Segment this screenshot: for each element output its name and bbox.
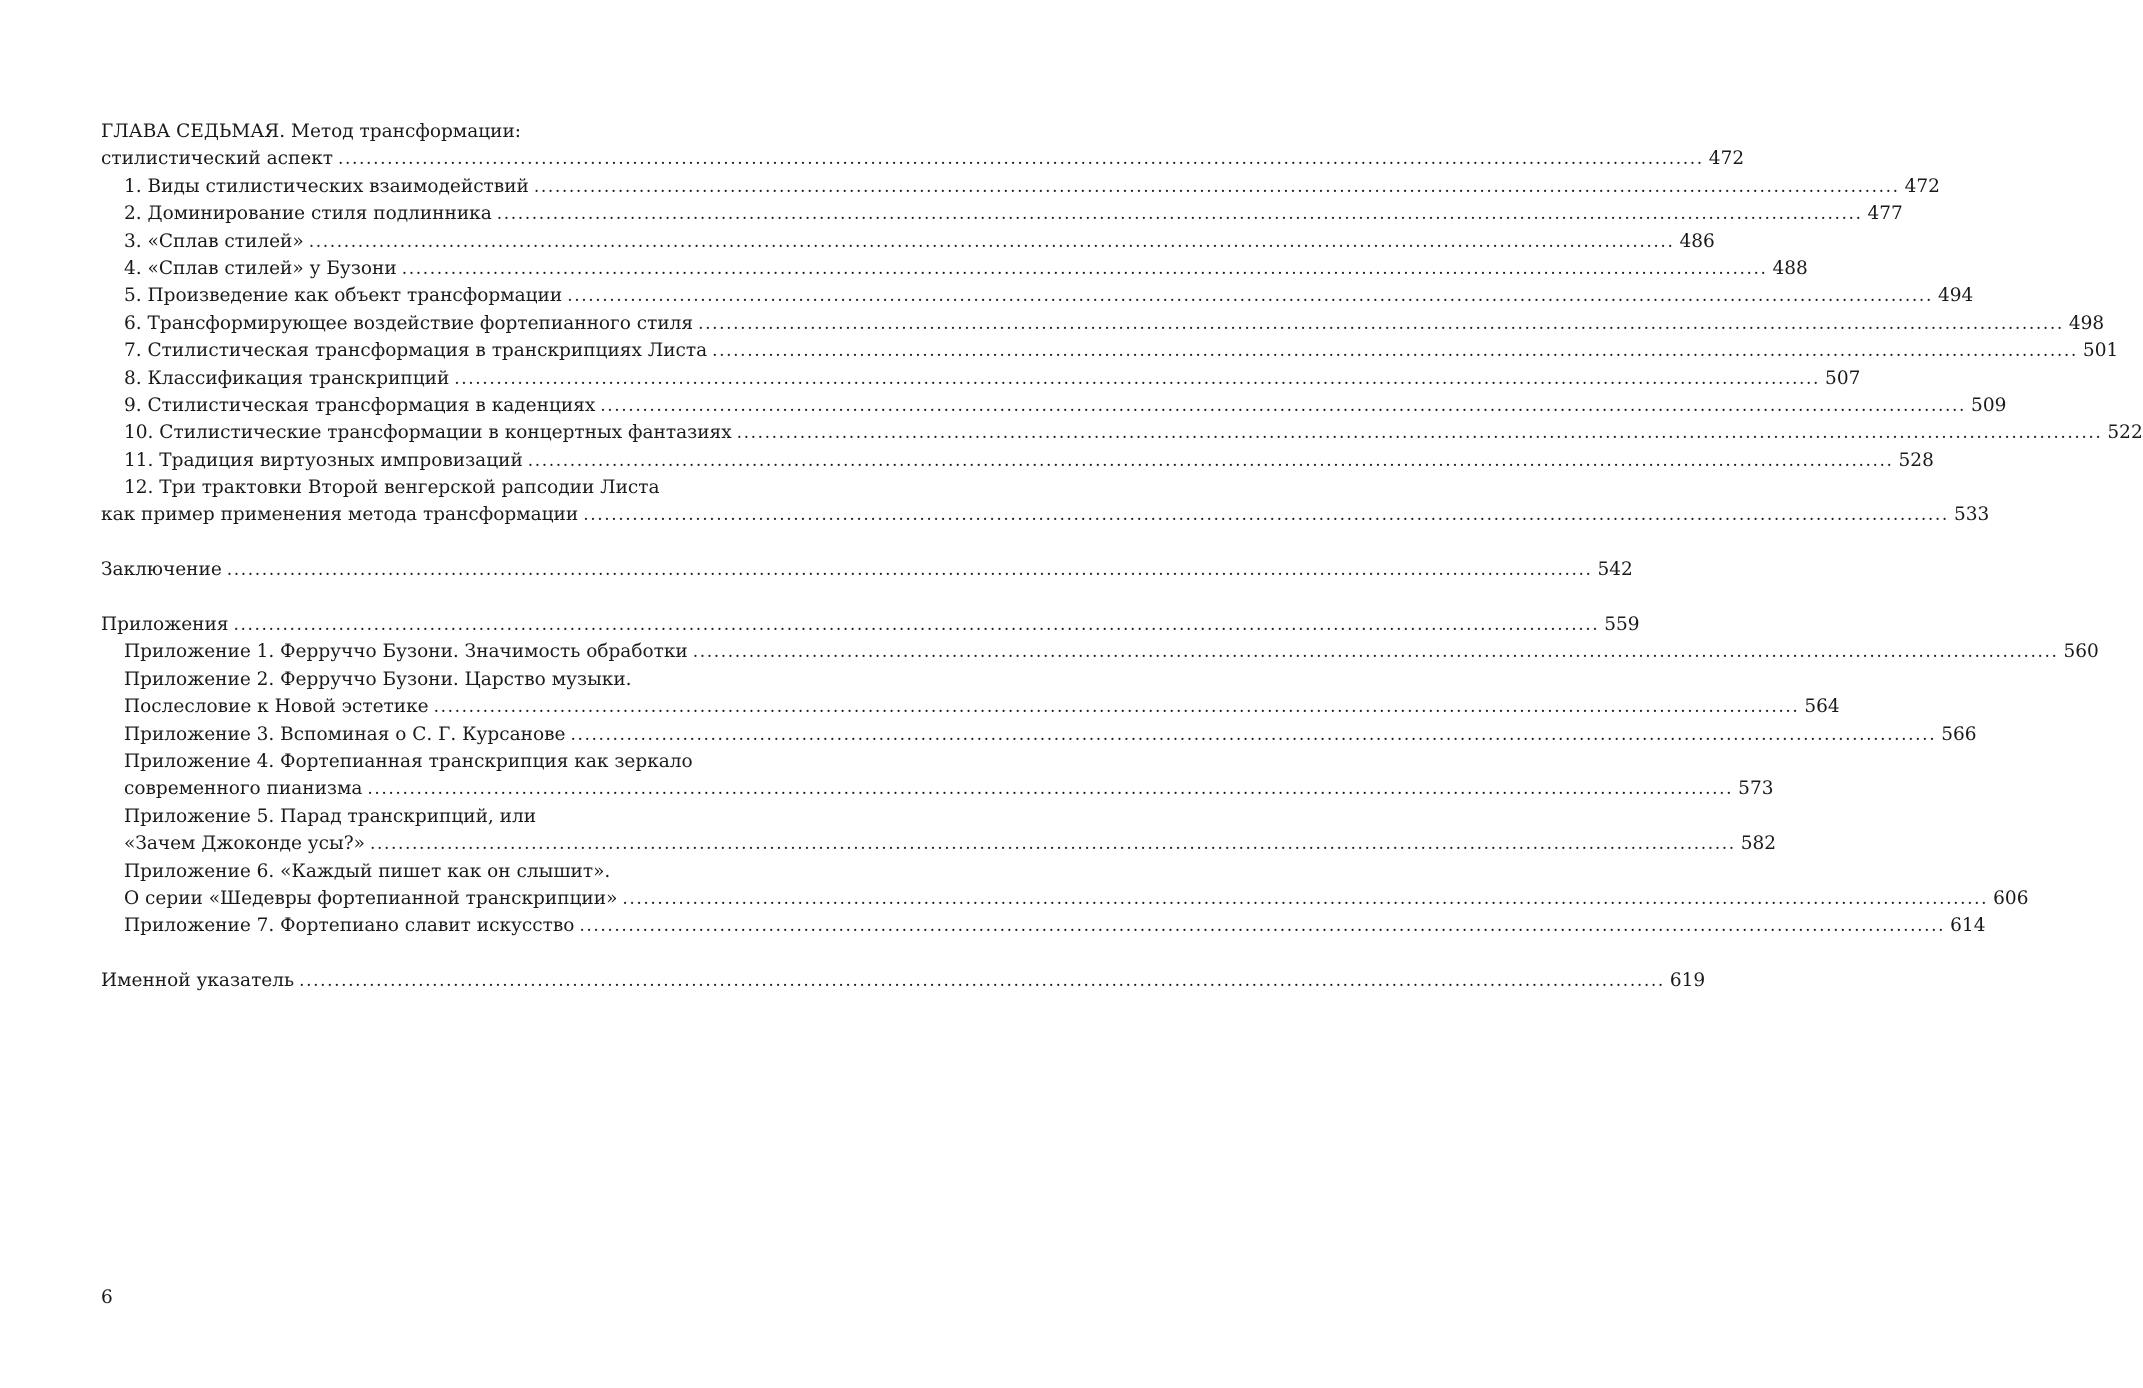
dot-leader xyxy=(712,338,2078,365)
toc-entry xyxy=(101,803,861,830)
dot-leader xyxy=(534,174,1900,201)
dot-leader xyxy=(370,831,1736,858)
toc-entry-page: 477 xyxy=(1867,203,1903,225)
toc-entry-page: 472 xyxy=(1904,175,1940,197)
toc-entry-title: «Зачем Джоконде усы?» xyxy=(124,833,365,855)
toc-entry-title: ГЛАВА СЕДЬМАЯ. Метод трансформации: xyxy=(101,121,522,142)
toc-entry-title: 4. «Сплав стилей» у Бузони xyxy=(124,257,397,279)
dot-leader xyxy=(583,502,1949,529)
dot-leader xyxy=(454,366,1820,393)
toc-entry-page: 507 xyxy=(1825,367,1861,389)
dot-leader xyxy=(309,229,1675,256)
toc-entry-page: 573 xyxy=(1738,778,1774,800)
toc-entry xyxy=(101,912,1986,939)
toc-entry xyxy=(101,310,2105,337)
toc-entry-title: 9. Стилистическая трансформация в каденциях xyxy=(124,394,596,416)
toc-entry-title: Именной указатель xyxy=(101,970,295,992)
dot-leader xyxy=(434,694,1800,721)
toc-entry-page: 488 xyxy=(1772,257,1808,279)
toc-entry-title: 5. Произведение как объект трансформации xyxy=(124,285,563,307)
toc-entry xyxy=(101,638,2099,665)
dot-leader xyxy=(234,612,1600,639)
toc-entry-page: 619 xyxy=(1669,970,1706,992)
toc-entry xyxy=(101,255,1808,282)
toc-entry-page: 509 xyxy=(1971,394,2007,416)
dot-leader xyxy=(622,886,1988,913)
toc-entry-page: 501 xyxy=(2082,340,2119,362)
toc-entry xyxy=(101,967,1706,994)
toc-entry-title: 1. Виды стилистических взаимодействий xyxy=(124,175,529,197)
toc-entry-title: Приложение 2. Ферруччо Бузони. Царство музыки. xyxy=(124,668,632,690)
toc-entry xyxy=(101,721,1977,748)
toc-entry-title: Заключение xyxy=(101,559,222,581)
toc-entry-page: 614 xyxy=(1950,915,1986,937)
toc-entry-page: 542 xyxy=(1597,559,1633,581)
toc-entry-page: 533 xyxy=(1953,504,1990,526)
toc-entry-page: 582 xyxy=(1740,833,1777,855)
toc-entry xyxy=(101,693,1840,720)
toc-entry-title: 11. Традиция виртуозных импровизаций xyxy=(124,449,523,471)
toc-entry xyxy=(101,365,1861,392)
dot-leader xyxy=(693,639,2059,666)
dot-leader xyxy=(737,420,2103,447)
toc-entry-page: 494 xyxy=(1937,285,1974,307)
toc-entry xyxy=(101,830,1777,857)
toc-entry-title: 6. Трансформирующее воздействие фортепианного стиля xyxy=(124,312,694,334)
toc-entry-title: 8. Классификация транскрипций xyxy=(124,367,450,389)
dot-leader xyxy=(367,776,1733,803)
toc-entry xyxy=(101,173,1940,200)
toc-entry xyxy=(101,885,2029,912)
dot-leader xyxy=(497,201,1863,228)
toc-entry-page: 522 xyxy=(2107,422,2143,444)
toc-entry xyxy=(101,748,861,775)
toc-entry-page: 498 xyxy=(2068,312,2105,334)
toc-entry xyxy=(101,282,1974,309)
toc-entry xyxy=(101,200,1903,227)
dot-leader xyxy=(338,146,1704,173)
dot-leader xyxy=(579,913,1945,940)
toc-entry xyxy=(101,775,1774,802)
toc-entry xyxy=(101,419,2143,446)
toc-entry-title: 10. Стилистические трансформации в концертных фантазиях xyxy=(124,422,732,444)
toc-entry xyxy=(101,501,1990,528)
dot-leader xyxy=(299,968,1665,995)
toc-entry-title: Приложение 5. Парад транскрипций, или xyxy=(124,805,537,827)
toc-entry xyxy=(101,145,1745,172)
toc-entry xyxy=(101,474,861,501)
toc-entry-page: 559 xyxy=(1604,614,1640,636)
table-of-contents xyxy=(101,118,2143,995)
toc-entry-page: 528 xyxy=(1898,449,1934,471)
dot-leader xyxy=(698,311,2064,338)
toc-entry xyxy=(101,118,861,145)
toc-entry-title: Приложение 1. Ферруччо Бузони. Значимость обработки xyxy=(124,641,688,663)
toc-entry-title: 3. «Сплав стилей» xyxy=(124,230,304,252)
toc-entry-title: 12. Три трактовки Второй венгерской рапсодии Листа xyxy=(124,477,660,499)
toc-entry-page: 560 xyxy=(2063,641,2099,663)
dot-leader xyxy=(528,448,1894,475)
toc-entry xyxy=(101,858,861,885)
dot-leader xyxy=(227,557,1593,584)
toc-entry-title: современного пианизма xyxy=(124,778,363,800)
toc-entry-title: как пример применения метода трансформации xyxy=(101,504,579,526)
toc-entry-title: 7. Стилистическая трансформация в транскрипциях Листа xyxy=(124,340,708,362)
toc-entry-page: 472 xyxy=(1708,148,1745,170)
toc-entry-page: 564 xyxy=(1804,696,1840,718)
toc-entry-title: 2. Доминирование стиля подлинника xyxy=(124,203,492,225)
toc-entry xyxy=(101,392,2007,419)
toc-entry xyxy=(101,611,1640,638)
toc-entry xyxy=(101,666,861,693)
toc-entry-title: Послесловие к Новой эстетике xyxy=(124,696,429,718)
dot-leader xyxy=(402,256,1768,283)
page-number: 6 xyxy=(101,1287,113,1308)
toc-entry-title: Приложение 7. Фортепиано славит искусство xyxy=(124,915,575,937)
dot-leader xyxy=(567,283,1933,310)
toc-entry-title: стилистический аспект xyxy=(101,148,334,170)
toc-entry-page: 566 xyxy=(1941,723,1977,745)
toc-entry-title: Приложение 6. «Каждый пишет как он слышит». xyxy=(124,860,611,882)
toc-entry xyxy=(101,228,1715,255)
toc-entry xyxy=(101,556,1633,583)
toc-entry-title: Приложение 4. Фортепианная транскрипция как зеркало xyxy=(124,750,693,772)
toc-entry-title: Приложение 3. Вспоминая о С. Г. Курсанове xyxy=(124,723,566,745)
toc-entry xyxy=(101,337,2119,364)
toc-entry-page: 486 xyxy=(1679,230,1715,252)
toc-entry-title: Приложения xyxy=(101,614,229,636)
toc-entry xyxy=(101,447,1934,474)
toc-entry-title: О серии «Шедевры фортепианной транскрипции» xyxy=(124,887,618,909)
dot-leader xyxy=(570,722,1936,749)
dot-leader xyxy=(600,393,1966,420)
toc-entry-page: 606 xyxy=(1993,887,2029,909)
